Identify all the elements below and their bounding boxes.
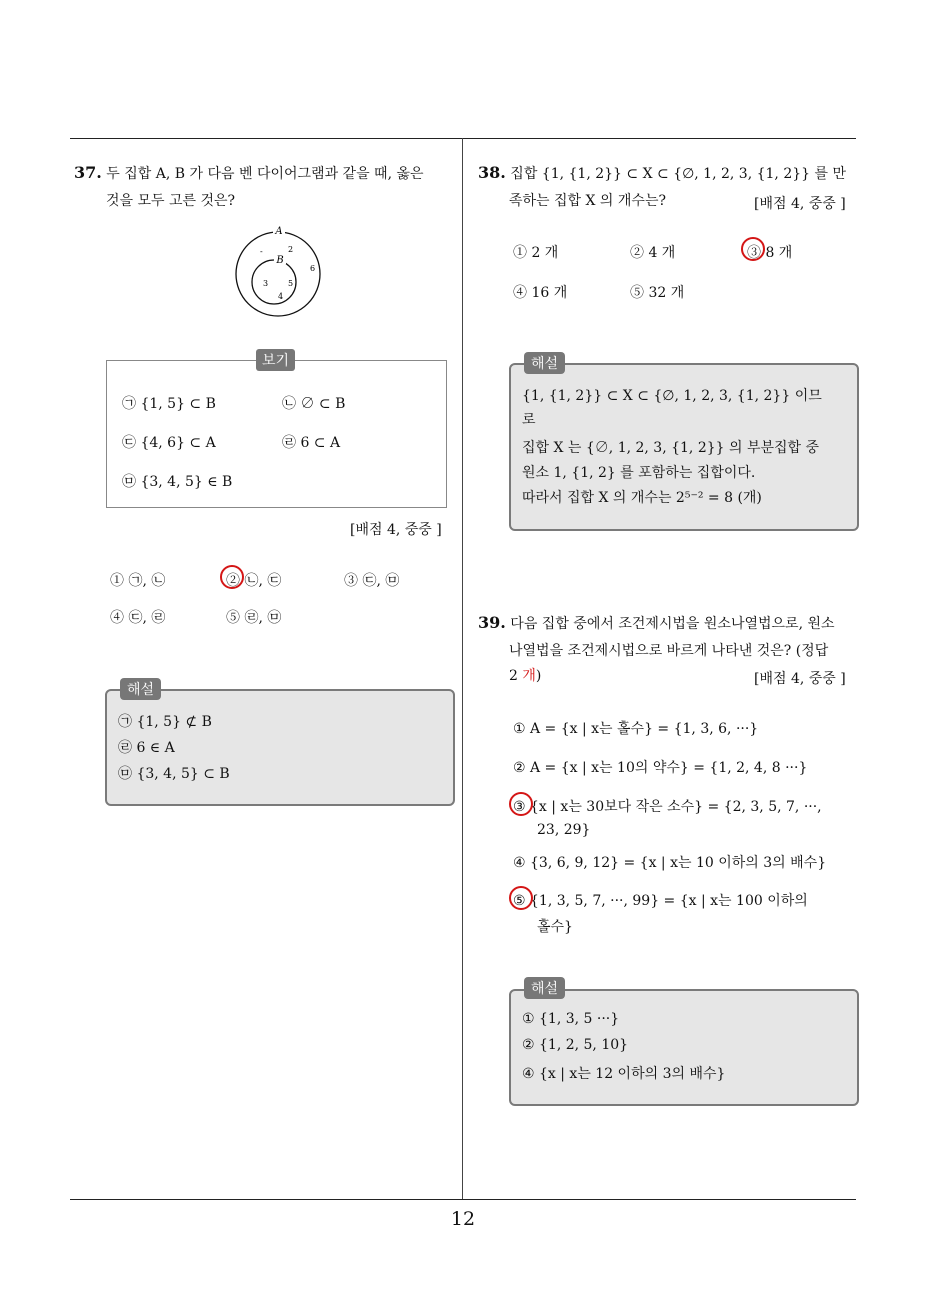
option-5[interactable]: ⑤ 32 개	[630, 285, 685, 301]
score: [배점 4, 중중 ]	[350, 522, 442, 538]
question-text-2: 것을 모두 고른 것은?	[106, 193, 236, 209]
solution-line: ㉣ 6 ∈ A	[118, 740, 175, 756]
venn-n3: 3	[263, 279, 269, 288]
bottom-rule	[70, 1199, 856, 1200]
venn-n4: 4	[278, 292, 284, 301]
page-number: 12	[450, 1208, 476, 1230]
question-text: 두 집합 A, B 가 다음 벤 다이어그램과 같을 때, 옳은	[106, 166, 424, 182]
bogi-item: ㉤ {3, 4, 5} ∈ B	[122, 474, 233, 490]
venn-n5: 5	[288, 279, 294, 288]
venn-dash: -	[260, 247, 263, 256]
option-3[interactable]: ③ ㉢, ㉤	[344, 573, 400, 589]
solution-line: 따라서 집합 X 의 개수는 2⁵⁻² = 8 (개)	[522, 490, 762, 506]
solution-line: ㉤ {3, 4, 5} ⊂ B	[118, 766, 230, 782]
option-3[interactable]: ③ {x | x는 30보다 작은 소수} = {2, 3, 5, 7, ···,	[513, 799, 822, 815]
bogi-item: ㉠ {1, 5} ⊂ B	[122, 396, 216, 412]
option-2[interactable]: ② A = {x | x는 10의 약수} = {1, 2, 4, 8 ···}	[513, 760, 808, 776]
option-1[interactable]: ① A = {x | x는 홀수} = {1, 3, 6, ···}	[513, 721, 759, 737]
venn-n6: 6	[310, 264, 316, 273]
solution-label: 해설	[524, 352, 565, 374]
question-number: 37.	[74, 163, 102, 182]
solution-label: 해설	[120, 678, 161, 700]
venn-diagram	[228, 224, 328, 324]
question-number: 39.	[478, 613, 506, 632]
answer-mark	[220, 565, 244, 589]
question-text-3: 2 개)	[509, 668, 542, 684]
option-5[interactable]: ⑤ ㉣, ㉤	[226, 610, 282, 626]
option-5[interactable]: ⑤ {1, 3, 5, 7, ···, 99} = {x | x는 100 이하의	[513, 893, 808, 909]
solution-line: ㉠ {1, 5} ⊄ B	[118, 714, 212, 730]
answer-mark	[509, 792, 533, 816]
solution-label: 해설	[524, 977, 565, 999]
question-number: 38.	[478, 163, 506, 182]
top-rule	[70, 138, 856, 139]
bogi-item: ㉣ 6 ⊂ A	[282, 435, 341, 451]
question-text-2: 나열법을 조건제시법으로 바르게 나타낸 것은? (정답	[509, 643, 829, 659]
bogi-label: 보기	[256, 349, 295, 371]
answer-note-red: 개	[522, 668, 536, 684]
score: [배점 4, 중중 ]	[754, 196, 846, 212]
column-divider	[462, 138, 463, 1200]
solution-line: ④ {x | x는 12 이하의 3의 배수}	[522, 1066, 726, 1082]
option-1[interactable]: ① ㉠, ㉡	[110, 573, 166, 589]
solution-line: ① {1, 3, 5 ···}	[522, 1011, 620, 1027]
solution-line: 원소 1, {1, 2} 를 포함하는 집합이다.	[522, 465, 756, 481]
bogi-item: ㉢ {4, 6} ⊂ A	[122, 435, 216, 451]
solution-line: ② {1, 2, 5, 10}	[522, 1037, 629, 1053]
bogi-item: ㉡ ∅ ⊂ B	[282, 396, 346, 412]
venn-label-b: B	[276, 255, 284, 266]
option-3-cont: 23, 29}	[537, 822, 591, 838]
option-5-cont: 홀수}	[537, 919, 573, 935]
option-4[interactable]: ④ 16 개	[513, 285, 568, 301]
answer-mark	[509, 886, 533, 910]
option-2[interactable]: ② 4 개	[630, 245, 676, 261]
question-text: 다음 집합 중에서 조건제시법을 원소나열법으로, 원소	[510, 616, 835, 632]
venn-label-a: A	[275, 226, 283, 237]
solution-line: 로	[522, 412, 536, 428]
question-text: 집합 {1, {1, 2}} ⊂ X ⊂ {∅, 1, 2, 3, {1, 2}} 를 만	[510, 166, 846, 182]
venn-n2: 2	[288, 245, 294, 254]
score: [배점 4, 중중 ]	[754, 671, 846, 687]
answer-mark	[741, 237, 765, 261]
option-4[interactable]: ④ ㉢, ㉣	[110, 610, 166, 626]
solution-line: {1, {1, 2}} ⊂ X ⊂ {∅, 1, 2, 3, {1, 2}} 이므	[522, 388, 822, 404]
option-3[interactable]: ③ 8 개	[747, 245, 793, 261]
question-text-2: 족하는 집합 X 의 개수는?	[509, 193, 666, 209]
solution-line: 집합 X 는 {∅, 1, 2, 3, {1, 2}} 의 부분집합 중	[522, 440, 820, 456]
option-2[interactable]: ② ㉡, ㉢	[226, 573, 282, 589]
option-4[interactable]: ④ {3, 6, 9, 12} = {x | x는 10 이하의 3의 배수}	[513, 855, 827, 871]
option-1[interactable]: ① 2 개	[513, 245, 559, 261]
